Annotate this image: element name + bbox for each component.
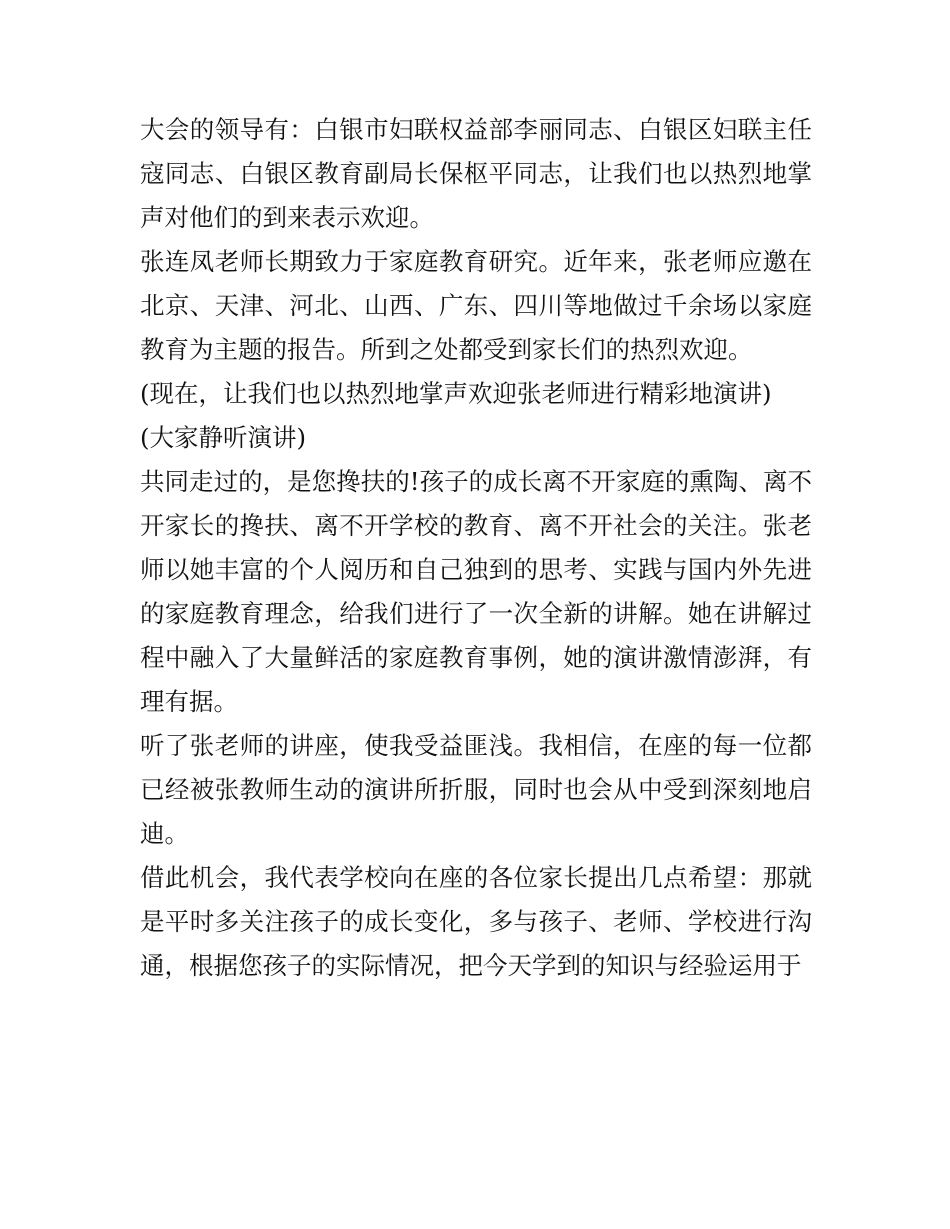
paragraph-welcome-speech: (现在，让我们也以热烈地掌声欢迎张老师进行精彩地演讲): [140, 379, 772, 408]
paragraph-speech-summary: 共同走过的，是您搀扶的!孩子的成长离不开家庭的熏陶、离不开家长的搀扶、离不开学校的教育、离不开社会的关注。张老师以她丰富的个人阅历和自己独到的思考、实践与国内外先进的家庭教育理念，给我们进行了一次全新的讲解。她在讲解过程中融入了大量鲜活的家庭教育事例，她的演讲激情澎湃，有理有据。: [140, 467, 812, 716]
paragraph-reflection: 听了张老师的讲座，使我受益匪浅。我相信，在座的每一位都已经被张教师生动的演讲所折服，同时也会从中受到深刻地启迪。: [140, 731, 812, 848]
paragraph-leaders: 大会的领导有：白银市妇联权益部李丽同志、白银区妇联主任寇同志、白银区教育副局长保枢平同志，让我们也以热烈地掌声对他们的到来表示欢迎。: [140, 115, 812, 232]
paragraph-teacher-intro: 张连凤老师长期致力于家庭教育研究。近年来，张老师应邀在北京、天津、河北、山西、广东、四川等地做过千余场以家庭教育为主题的报告。所到之处都受到家长们的热烈欢迎。: [140, 247, 812, 364]
paragraph-listen: (大家静听演讲): [140, 423, 307, 452]
document-body: [140, 108, 812, 988]
paragraph-hopes: 借此机会，我代表学校向在座的各位家长提出几点希望：那就是平时多关注孩子的成长变化，多与孩子、老师、学校进行沟通，根据您孩子的实际情况，把今天学到的知识与经验运用于: [140, 863, 812, 980]
